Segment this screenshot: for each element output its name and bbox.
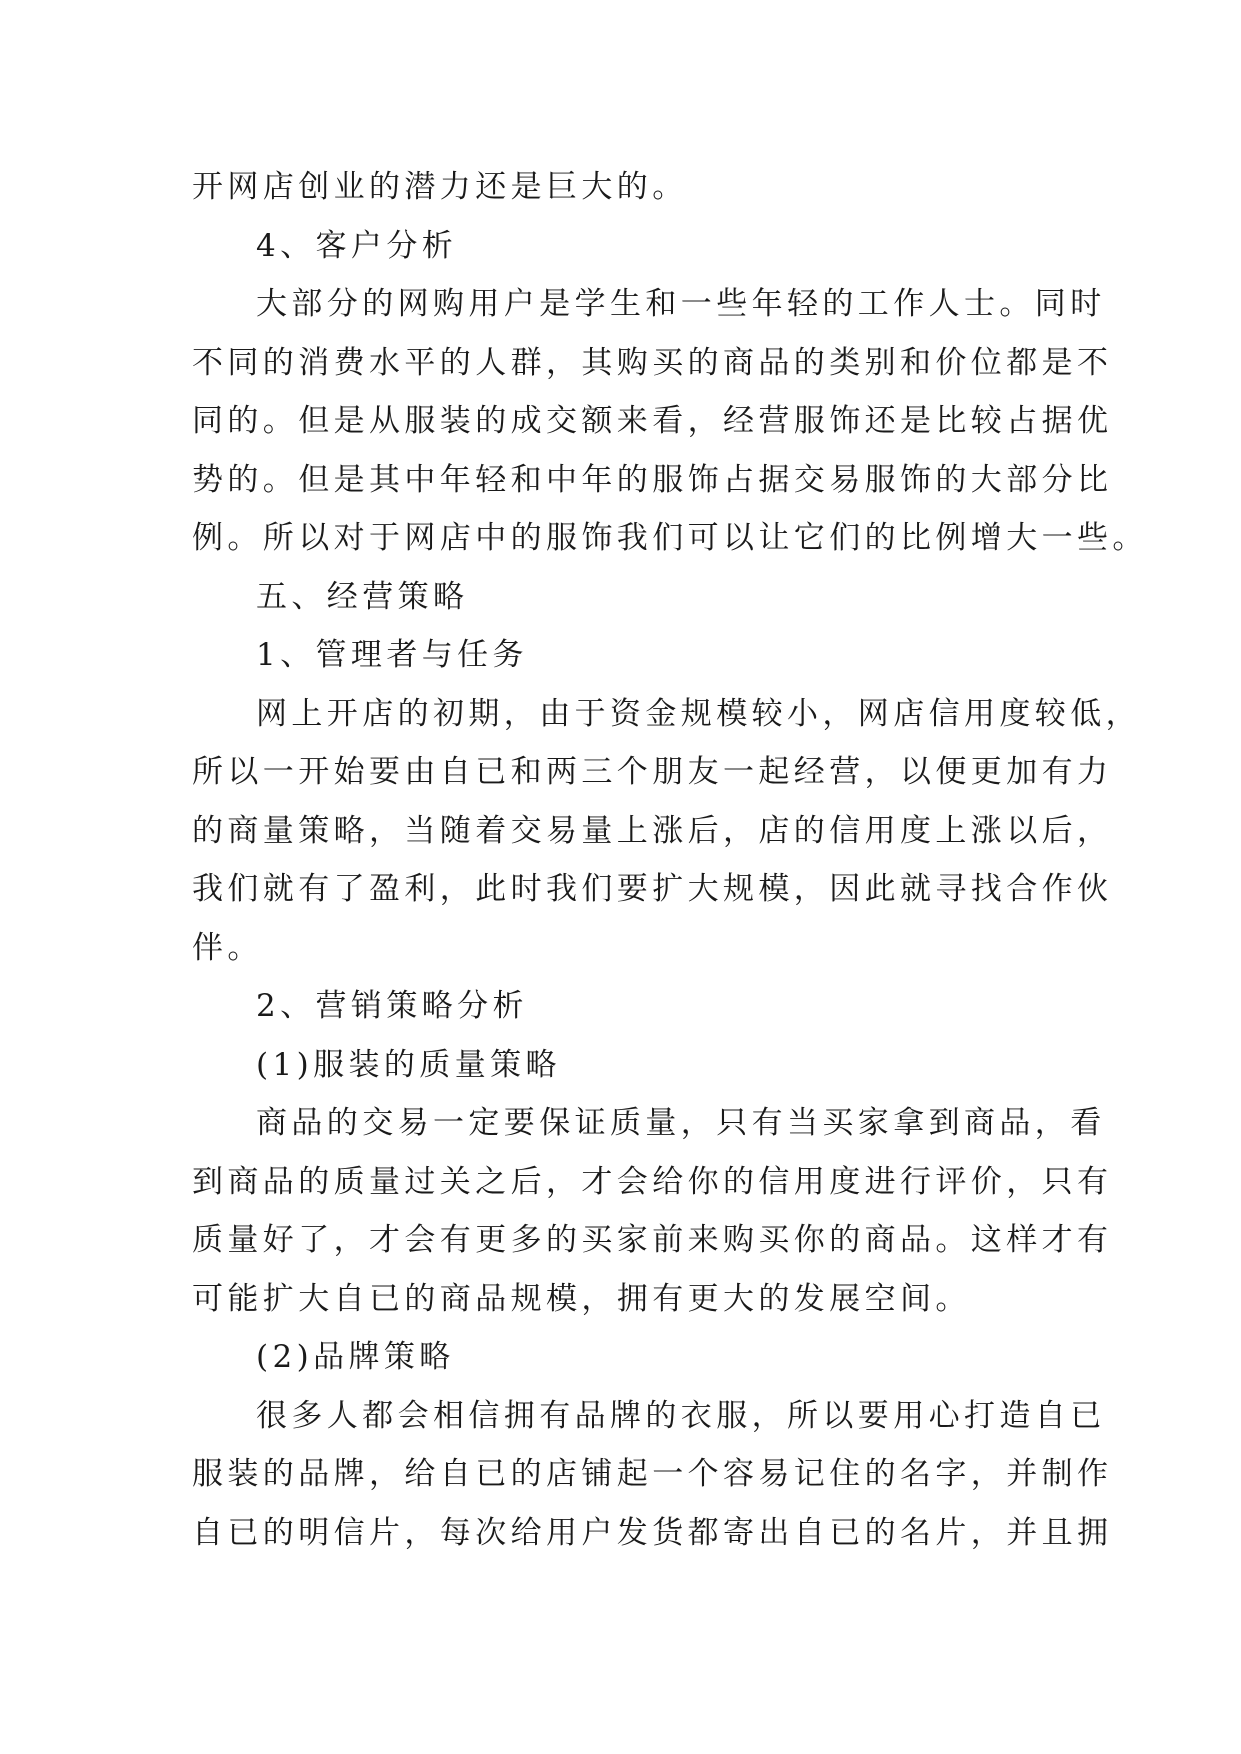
text-line: 五、经营策略 [256, 578, 469, 615]
text-line: 服装的品牌，给自已的店铺起一个容易记住的名字，并制作 [192, 1456, 1113, 1492]
text-line: 势的。但是其中年轻和中年的服饰占据交易服饰的大部分比 [192, 461, 1113, 498]
text-line: 4、客户分析 [256, 227, 458, 264]
text-line: 可能扩大自已的商品规模，拥有更大的发展空间。 [192, 1280, 971, 1317]
text-line: 所以一开始要由自已和两三个朋友一起经营，以便更加有力 [192, 754, 1113, 790]
text-line: 伴。 [192, 929, 263, 966]
text-line: 开网店创业的潜力还是巨大的。 [192, 169, 688, 205]
text-line: (1)服装的质量策略 [256, 1046, 561, 1083]
text-line: 的商量策略，当随着交易量上涨后，店的信用度上涨以后， [192, 812, 1113, 849]
text-line: 例。所以对于网店中的服饰我们可以让它们的比例增大一些。 [192, 520, 1148, 556]
text-line: 网上开店的初期，由于资金规模较小，网店信用度较低， [256, 695, 1141, 732]
text-line: 到商品的质量过关之后，才会给你的信用度进行评价，只有 [192, 1163, 1113, 1200]
text-line: (2)品牌策略 [256, 1339, 455, 1375]
text-line: 同的。但是从服装的成交额来看，经营服饰还是比较占据优 [192, 403, 1113, 439]
text-line: 大部分的网购用户是学生和一些年轻的工作人士。同时 [256, 286, 1106, 322]
text-line: 2、营销策略分析 [256, 988, 528, 1024]
text-line: 我们就有了盈利，此时我们要扩大规模，因此就寻找合作伙 [192, 871, 1113, 907]
text-line: 不同的消费水平的人群，其购买的商品的类别和价位都是不 [192, 344, 1113, 381]
text-line: 很多人都会相信拥有品牌的衣服，所以要用心打造自已 [256, 1397, 1106, 1434]
text-line: 1、管理者与任务 [256, 637, 528, 673]
document-body [192, 158, 1148, 1562]
text-line: 自已的明信片，每次给用户发货都寄出自已的名片，并且拥 [192, 1514, 1113, 1551]
text-line: 质量好了，才会有更多的买家前来购买你的商品。这样才有 [192, 1222, 1113, 1258]
text-line: 商品的交易一定要保证质量，只有当买家拿到商品，看 [256, 1105, 1106, 1141]
